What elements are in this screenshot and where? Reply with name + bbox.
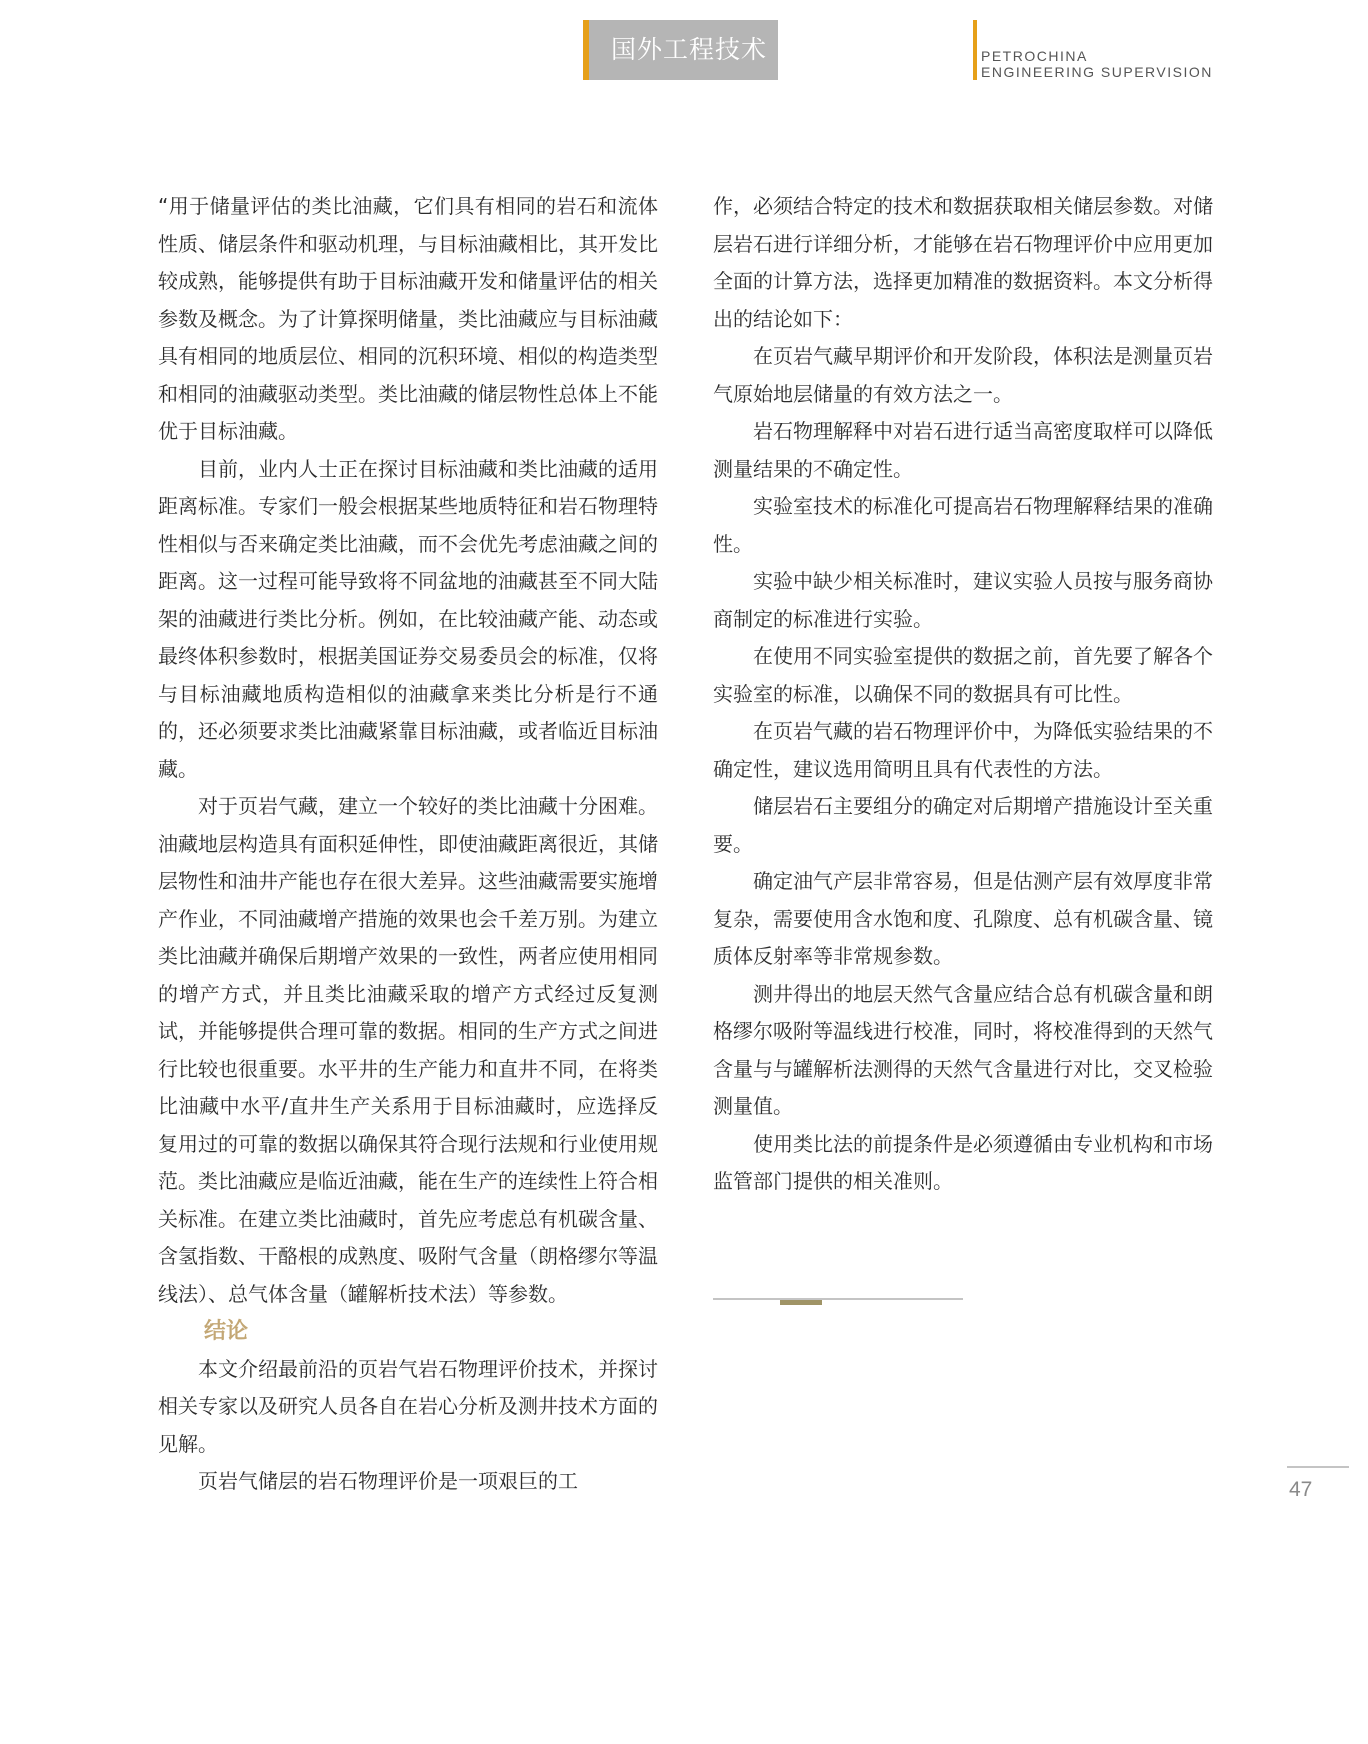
paragraph: 目前，业内人士正在探讨目标油藏和类比油藏的适用距离标准。专家们一般会根据某些地质特征和岩石物理特性相似与否来确定类比油藏，而不会优先考虑油藏之间的距离。这一过程可能导致将不同盆地的油藏甚至不同大陆架的油藏进行类比分析。例如，在比较油藏产能、动态或最终体积参数时，根据美国证券交易委员会的标准，仅将与目标油藏地质构造相似的油藏拿来类比分析是行不通的，还必须要求类比油藏紧靠目标油藏，或者临近目标油藏。 xyxy=(158,456,658,781)
conclusion-item: 测井得出的地层天然气含量应结合总有机碳含量和朗格缪尔吸附等温线进行校准，同时，将校准得到的天然气含量与与罐解析法测得的天然气含量进行对比，交叉检验测量值。 xyxy=(713,981,1213,1118)
section-title: 国外工程技术 xyxy=(589,20,778,80)
conclusion-item: 实验室技术的标准化可提高岩石物理解释结果的准确性。 xyxy=(713,494,1213,556)
section-heading: 结论 xyxy=(204,1319,249,1344)
journal-name-line1: PETROCHINA xyxy=(981,48,1088,64)
paragraph: 作，必须结合特定的技术和数据获取相关储层参数。对储层岩石进行详细分析，才能够在岩石物理评价中应用更加全面的计算方法，选择更加精准的数据资料。本文分析得出的结论如下： xyxy=(713,194,1213,331)
paragraph: 页岩气储层的岩石物理评价是一项艰巨的工 xyxy=(198,1469,578,1493)
page-number-rule xyxy=(1287,1466,1349,1468)
right-column xyxy=(713,188,1213,1201)
paragraph: 对于页岩气藏，建立一个较好的类比油藏十分困难。油藏地层构造具有面积延伸性，即使油藏距离很近，其储层物性和油井产能也存在很大差异。这些油藏需要实施增产作业，不同油藏增产措施的效果也会千差万别。为建立类比油藏并确保后期增产效果的一致性，两者应使用相同的增产方式，并且类比油藏采取的增产方式经过反复测试，并能够提供合理可靠的数据。相同的生产方式之间进行比较也很重要。水平井的生产能力和直井不同，在将类比油藏中水平/直井生产关系用于目标油藏时，应选择反复用过的可靠的数据以确保其符合现行法规和行业使用规范。类比油藏应是临近油藏，能在生产的连续性上符合相关标准。在建立类比油藏时，首先应考虑总有机碳含量、含氢指数、干酪根的成熟度、吸附气含量（朗格缪尔等温线法）、总气体含量（罐解析技术法）等参数。 xyxy=(158,794,658,1306)
conclusion-item: 储层岩石主要组分的确定对后期增产措施设计至关重要。 xyxy=(713,794,1213,856)
page-header xyxy=(0,0,1368,120)
conclusion-item: 确定油气产层非常容易，但是估测产层有效厚度非常复杂，需要使用含水饱和度、孔隙度、总有机碳含量、镜质体反射率等非常规参数。 xyxy=(713,869,1213,968)
conclusion-item: 使用类比法的前提条件是必须遵循由专业机构和市场监管部门提供的相关准则。 xyxy=(713,1131,1213,1193)
paragraph: “用于储量评估的类比油藏，它们具有相同的岩石和流体性质、储层条件和驱动机理，与目标油藏相比，其开发比较成熟，能够提供有助于目标油藏开发和储量评估的相关参数及概念。为了计算探明储量，类比油藏应与目标油藏具有相同的地质层位、相同的沉积环境、相似的构造类型和相同的油藏驱动类型。类比油藏的储层物性总体上不能优于目标油藏。 xyxy=(158,194,658,443)
conclusion-item: 实验中缺少相关标准时，建议实验人员按与服务商协商制定的标准进行实验。 xyxy=(713,569,1213,631)
conclusion-item: 岩石物理解释中对岩石进行适当高密度取样可以降低测量结果的不确定性。 xyxy=(713,419,1213,481)
journal-name-line2: ENGINEERING SUPERVISION xyxy=(981,64,1213,80)
header-accent-bar-right xyxy=(973,20,977,80)
conclusion-item: 在页岩气藏早期评价和开发阶段，体积法是测量页岩气原始地层储量的有效方法之一。 xyxy=(713,344,1213,406)
left-column xyxy=(158,188,658,1501)
article-end-rule xyxy=(713,1298,963,1300)
article-end-mark xyxy=(780,1300,822,1305)
journal-name xyxy=(981,48,1213,80)
conclusion-item: 在使用不同实验室提供的数据之前，首先要了解各个实验室的标准，以确保不同的数据具有可比性。 xyxy=(713,644,1213,706)
page-number: 47 xyxy=(1289,1478,1313,1501)
conclusion-item: 在页岩气藏的岩石物理评价中，为降低实验结果的不确定性，建议选用简明且具有代表性的方法。 xyxy=(713,719,1213,781)
paragraph: 本文介绍最前沿的页岩气岩石物理评价技术，并探讨相关专家以及研究人员各自在岩心分析及测井技术方面的见解。 xyxy=(158,1356,658,1456)
